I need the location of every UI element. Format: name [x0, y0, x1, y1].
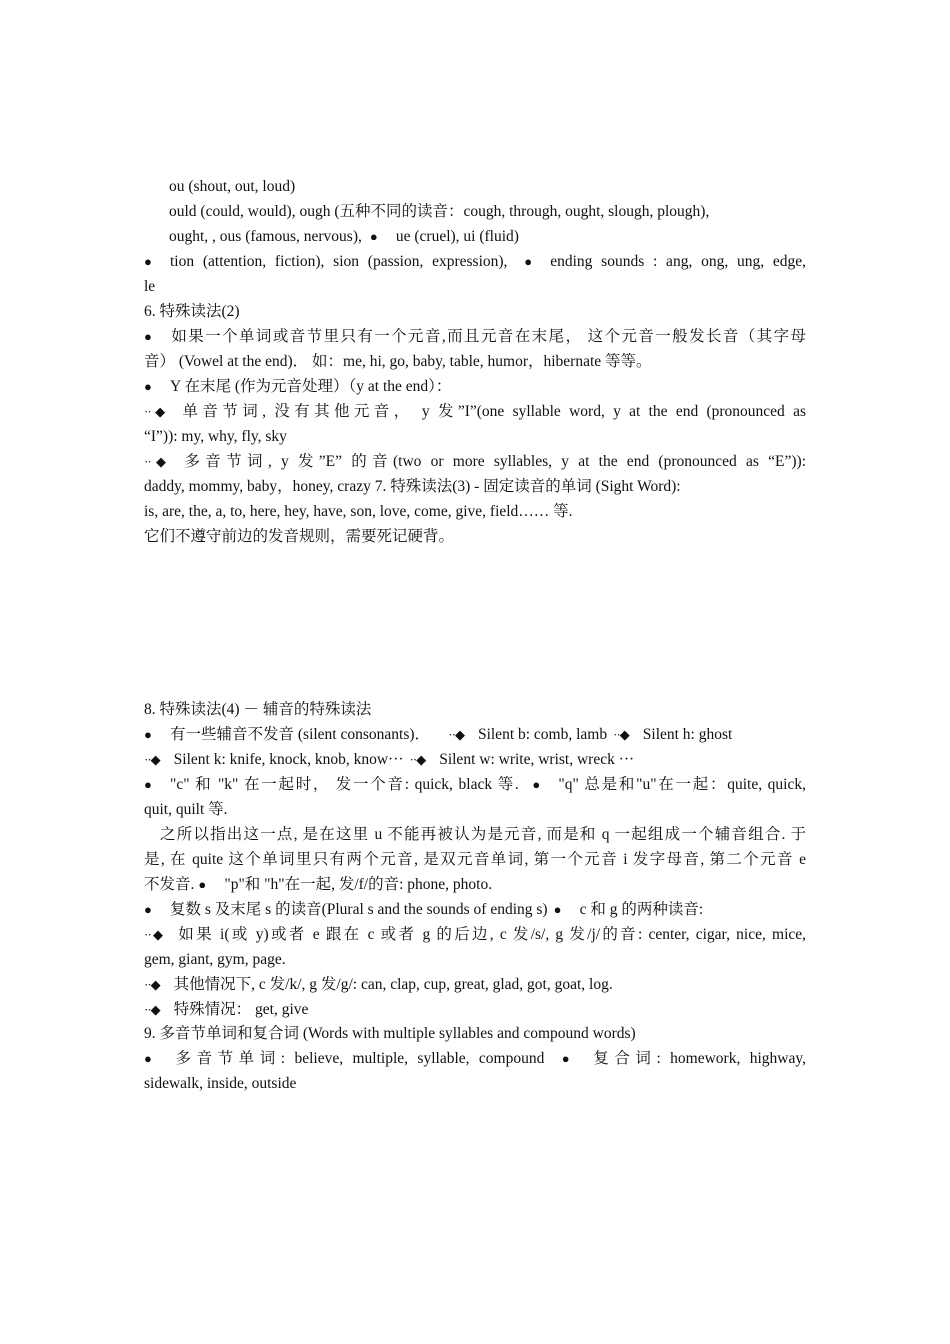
diamond-bullet-icon: ··◆ — [144, 1002, 160, 1017]
heading-text: 9. 多音节单词和复合词 (Words with multiple syllables and compound words) — [144, 1025, 636, 1042]
text-span: c 和 g 的两种读音: — [579, 901, 704, 918]
bullet-icon: ● — [198, 877, 207, 892]
section-heading — [144, 1021, 806, 1046]
diamond-bullet-icon: ··◆ — [144, 404, 169, 419]
text-span: 它们不遵守前边的发音规则，需要死记硬背。 — [144, 528, 455, 545]
bullet-icon: ● — [369, 229, 378, 244]
text-span: Silent k: knife, knock, knob, know··· — [173, 751, 404, 768]
text-line — [144, 324, 806, 349]
text-span: is, are, the, a, to, here, hey, have, son, love, come, give, field…… 等. — [144, 503, 573, 520]
text-line — [144, 747, 806, 772]
bullet-icon: ● — [532, 777, 541, 792]
text-span: 单音节词, 没有其他元音， y 发”I”(one syllable word, y at the end (pronounced as — [182, 403, 806, 420]
diamond-bullet-icon: ··◆ — [144, 977, 160, 992]
text-span: "p"和 "h"在一起, 发/f/的音: phone, photo. — [224, 876, 493, 893]
diamond-bullet-icon: ··◆ — [144, 752, 160, 767]
text-line — [169, 199, 806, 224]
text-span: ought, , ous (famous, nervous), — [169, 228, 362, 245]
text-span: 多音节词, y 发”E” 的音(two or more syllables, y at the end (pronounced as “E”)): — [184, 453, 806, 470]
text-line — [169, 174, 806, 199]
text-span: 之所以指出这一点, 是在这里 u 不能再被认为是元音, 而是和 q 一起组成一个辅音组合. 于 — [160, 826, 806, 843]
text-line — [144, 847, 806, 872]
text-line — [144, 524, 806, 549]
text-line — [144, 722, 806, 747]
text-span: "c" 和 "k" 在一起时， 发一个音: quick, black 等. — [170, 776, 519, 793]
text-line — [144, 499, 806, 524]
text-span: gem, giant, gym, page. — [144, 951, 286, 968]
text-span: Silent h: ghost — [642, 726, 733, 743]
text-span: “I”)): my, why, fly, sky — [144, 428, 287, 445]
text-span: ould (could, would), ough (五种不同的读音：cough, through, ought, slough, plough), — [169, 203, 710, 220]
bullet-icon: ● — [144, 254, 152, 269]
text-span: ending sounds : ang, ong, ung, edge, — [550, 253, 806, 270]
text-span: 不发音. — [144, 876, 195, 893]
bullet-icon: ● — [144, 379, 152, 394]
text-line — [144, 972, 806, 997]
text-line — [144, 249, 806, 274]
bullet-icon: ● — [144, 329, 152, 344]
diamond-bullet-icon: ··◆ — [448, 727, 464, 742]
text-span: tion (attention, fiction), sion (passion, expression), — [170, 253, 508, 270]
text-span: Silent b: comb, lamb — [477, 726, 608, 743]
text-line — [160, 822, 806, 847]
text-line — [144, 897, 806, 922]
diamond-bullet-icon: ··◆ — [144, 454, 171, 469]
text-span: 音） (Vowel at the end)． 如：me, hi, go, baby, table, humor，hibernate 等等。 — [144, 353, 652, 370]
diamond-bullet-icon: ··◆ — [409, 752, 426, 767]
text-line — [169, 224, 806, 249]
bullet-icon: ● — [553, 902, 562, 917]
text-line — [144, 772, 806, 797]
text-line — [144, 424, 806, 449]
text-span: 是, 在 quite 这个单词里只有两个元音, 是双元音单词, 第一个元音 i 发字母音, 第二个元音 e — [144, 851, 806, 868]
bullet-icon: ● — [144, 727, 152, 742]
text-line — [144, 349, 806, 374]
diamond-bullet-icon: ··◆ — [613, 727, 629, 742]
text-line — [144, 1046, 806, 1071]
text-span: 有一些辅音不发音 (silent consonants)． — [170, 726, 423, 743]
text-span: daddy, mommy, baby，honey, crazy 7. 特殊读法(3) - 固定读音的单词 (Sight Word): — [144, 478, 681, 495]
bullet-icon: ● — [561, 1051, 570, 1066]
text-span: ue (cruel), ui (fluid) — [395, 228, 519, 245]
text-span: 复数 s 及末尾 s 的读音(Plural s and the sounds of ending s) — [170, 901, 548, 918]
text-line — [144, 947, 806, 972]
bullet-icon: ● — [144, 1051, 152, 1066]
text-span: quit, quilt 等. — [144, 801, 228, 818]
text-span: "q" 总是和"u"在一起：quite, quick, — [558, 776, 806, 793]
heading-text: 6. 特殊读法(2) — [144, 303, 240, 320]
text-line — [144, 399, 806, 424]
section-heading — [144, 697, 806, 722]
text-span: Silent w: write, wrist, wreck ··· — [439, 751, 635, 768]
text-line — [144, 922, 806, 947]
section-heading — [144, 299, 806, 324]
text-line — [144, 449, 806, 474]
text-span: 特殊情况： get, give — [173, 1001, 309, 1018]
text-span: sidewalk, inside, outside — [144, 1075, 297, 1092]
text-span: Y 在末尾 (作为元音处理）（y at the end）： — [170, 378, 452, 395]
text-line — [144, 374, 806, 399]
bullet-icon: ● — [524, 254, 533, 269]
text-span: 复合词: homework, highway, — [587, 1050, 806, 1067]
text-line — [144, 1071, 806, 1096]
text-span: 多音节单词: believe, multiple, syllable, compound — [170, 1050, 545, 1067]
text-line — [144, 474, 806, 499]
text-line — [144, 872, 806, 897]
text-span: 如果 i(或 y)或者 e 跟在 c 或者 g 的后边, c 发/s/, g 发/j/的音: center, cigar, nice, mice, — [178, 926, 806, 943]
bullet-icon: ● — [144, 902, 152, 917]
text-line — [144, 997, 806, 1022]
text-span: le — [144, 278, 156, 295]
text-span: ou (shout, out, loud) — [169, 178, 296, 195]
text-span: 如果一个单词或音节里只有一个元音,而且元音在末尾， 这个元音一般发长音（其字母 — [170, 328, 806, 345]
heading-text: 8. 特殊读法(4) － 辅音的特殊读法 — [144, 701, 372, 718]
diamond-bullet-icon: ··◆ — [144, 927, 165, 942]
text-span: 其他情况下, c 发/k/, g 发/g/: can, clap, cup, great, glad, got, goat, log. — [173, 976, 613, 993]
text-line — [144, 797, 806, 822]
text-line — [144, 274, 806, 299]
bullet-icon: ● — [144, 777, 152, 792]
